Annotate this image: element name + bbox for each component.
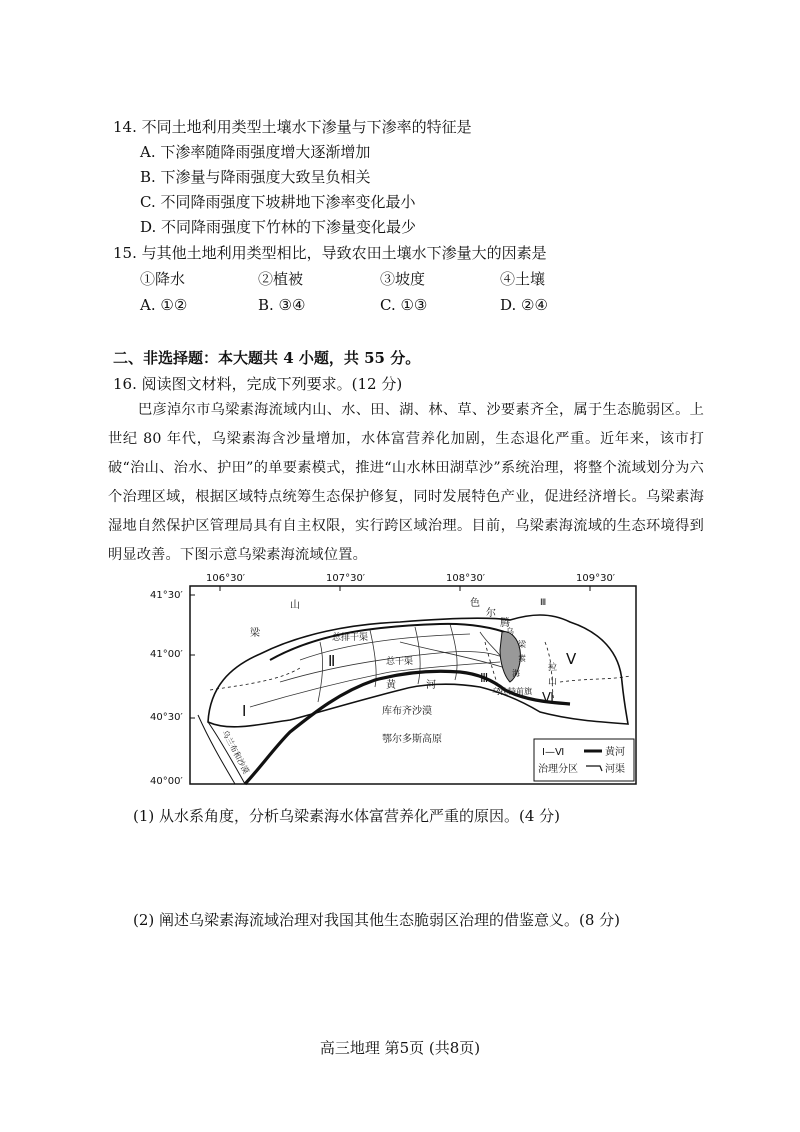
label-hai: 海: [512, 669, 520, 678]
q15-factor-1: ①降水: [140, 270, 186, 288]
zone-iii-small: Ⅲ: [540, 598, 547, 608]
q15-option-b: B. ③④: [258, 296, 306, 314]
label-er: 尔: [486, 608, 496, 619]
q14-option-b: B. 下渗量与降雨强度大致呈负相关: [140, 168, 371, 186]
left-tick-4: 40°00′: [150, 776, 183, 787]
legend-canal: 河渠: [605, 764, 625, 775]
label-zongpaigan: 总排干渠: [332, 633, 369, 643]
section-heading: 二、非选择题：本大题共 4 小题，共 55 分。: [113, 349, 421, 367]
label-eerduosi: 鄂尔多斯高原: [382, 734, 442, 745]
label-shan2: 山: [548, 677, 558, 687]
label-liang2: 梁: [518, 640, 526, 649]
q15-factor-2: ②植被: [258, 270, 304, 288]
wuliangsuhai-basin-map: [150, 572, 640, 792]
top-tick-2: 107°30′: [326, 573, 366, 584]
label-zonggan: 总干渠: [386, 657, 414, 667]
q16-sub2: (2) 阐述乌梁素海流域治理对我国其他生态脆弱区治理的借鉴意义。(8 分): [133, 911, 621, 929]
left-tick-3: 40°30′: [150, 712, 183, 723]
page-footer: 高三地理 第5页 (共8页): [319, 1039, 481, 1057]
label-wu: 乌: [506, 627, 514, 636]
top-tick-3: 108°30′: [446, 573, 486, 584]
main-drainage-canal: [270, 624, 518, 660]
canals: [250, 624, 505, 707]
legend-zones: 治理分区: [538, 764, 578, 775]
label-wulanbuhe: 乌兰布和沙漠: [220, 728, 251, 776]
top-tick-1: 106°30′: [206, 573, 246, 584]
legend-river: 黄河: [605, 747, 625, 758]
label-he: 河: [426, 680, 436, 691]
label-liang: 梁: [250, 628, 260, 639]
top-tick-4: 109°30′: [576, 573, 616, 584]
q16-sub1: (1) 从水系角度，分析乌梁素海水体富营养化严重的原因。(4 分): [133, 807, 561, 825]
zone-iii: Ⅲ: [480, 671, 489, 685]
q14-stem: 14. 不同土地利用类型土壤水下渗量与下渗率的特征是: [113, 118, 472, 136]
q15-option-d: D. ②④: [500, 296, 548, 314]
q16-passage: 巴彦淖尔市乌梁素海流域内山、水、田、湖、林、草、沙要素齐全，属于生态脆弱区。上世纪 80 年代，乌梁素海含沙量增加，水体富营养化加剧，生态退化严重。近年来，该市打破“治山、治水、护田”的单要素模式，推进“山水林田湖草沙”系统治理，将整个流域划分为六个治理区域，根据区域特点统筹生态保护修复，同时发展特色产业，促进经济增长。乌梁素海湿地自然保护区管理局具有自主权限，实行跨区域治理。目前，乌梁素海流域的生态环境得到明显改善。下图示意乌梁素海流域位置。: [108, 402, 704, 563]
zone-ii: Ⅱ: [328, 652, 336, 670]
left-tick-1: 41°30′: [150, 590, 183, 601]
zone-v: Ⅴ: [566, 650, 577, 668]
zone-vi: Ⅵ: [542, 691, 554, 706]
label-teng: 腾: [500, 618, 510, 629]
label-huang: 黄: [386, 680, 396, 691]
q14-option-c: C. 不同降雨强度下坡耕地下渗率变化最小: [140, 193, 416, 211]
legend-range: Ⅰ—Ⅵ: [542, 747, 565, 758]
label-kubuqi: 库布齐沙漠: [382, 706, 432, 717]
q16-stem: 16. 阅读图文材料，完成下列要求。(12 分): [113, 375, 403, 393]
label-su: 素: [518, 654, 526, 663]
label-se: 色: [470, 598, 480, 609]
q15-option-a: A. ①②: [140, 296, 188, 314]
zone-boundary-4: [560, 676, 630, 682]
q14-option-a: A. 下渗率随降雨强度增大逐渐增加: [140, 143, 371, 161]
label-shan: 山: [290, 600, 300, 611]
q15-factor-3: ③坡度: [380, 270, 426, 288]
label-la: 拉: [548, 663, 558, 673]
q14-option-d: D. 不同降雨强度下竹林的下渗量变化最少: [140, 218, 417, 236]
q15-stem: 15. 与其他土地利用类型相比，导致农田土壤水下渗量大的因素是: [113, 244, 547, 262]
q15-factor-4: ④土壤: [500, 270, 546, 288]
left-tick-2: 41°00′: [150, 649, 183, 660]
label-wulate: 乌拉特前旗: [492, 687, 532, 696]
q15-option-c: C. ①③: [380, 296, 428, 314]
zone-i: Ⅰ: [242, 702, 247, 720]
